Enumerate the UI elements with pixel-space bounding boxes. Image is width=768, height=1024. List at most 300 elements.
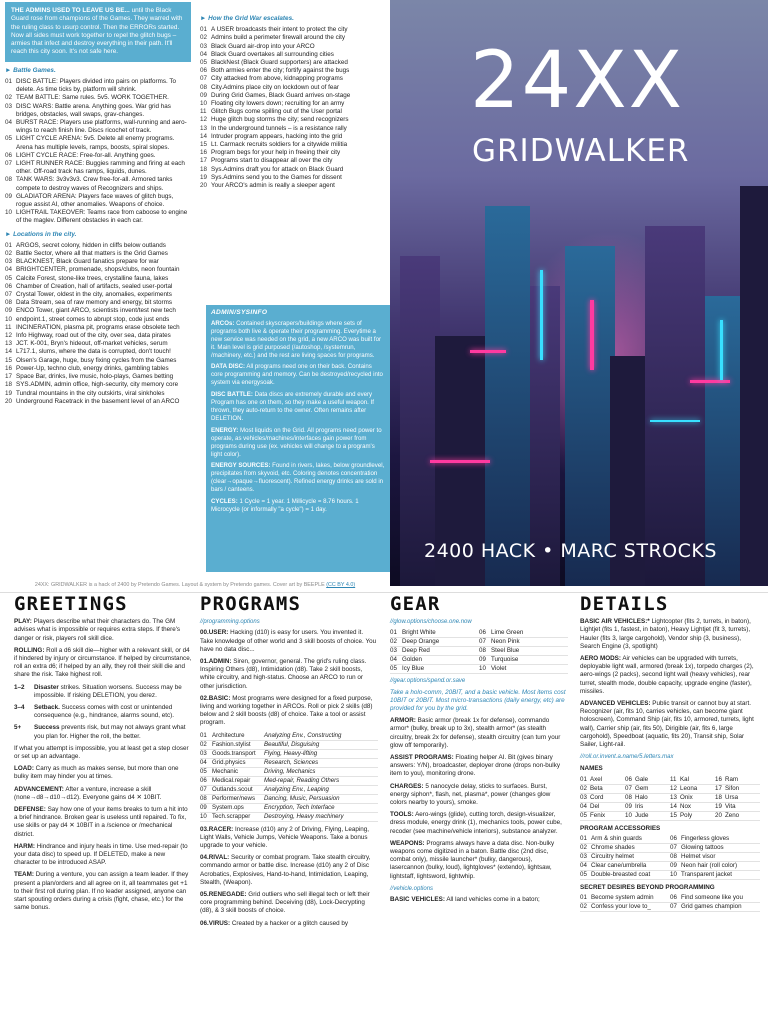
glow-color: Bright White [402,629,479,638]
skill-number: 04 [200,759,212,768]
intro-lead: THE ADMINS USED TO LEAVE US BE... [11,7,130,14]
item-text: Chamber of Creation, hall of artifacts, sealed user-portal [16,282,173,290]
outcome-desc: strikes. Situation worsens. Success may be impossible. If risking DELETION, you derez. [34,683,182,699]
item-text: LIGHT CYCLE ARENA: 5v5. Delete all enemy programs. Arena has multiple levels, ramps, boosts, spiral slopes. [16,135,175,151]
item-number: 04 [5,119,13,126]
admin-definition: Contained skyscrapers/buildings where sets of programs both live & operate their programming. Everytime a new service was needed on the grid, a new ARCO was built for it. Main level is grid purposed (/autoshop, /systemrun, /machinery, etc.) and the rest are living spaces for programs. [211,319,382,359]
item-text: Battle Sector, where all that matters is the Grid Games [16,250,168,258]
item-text: DISC BATTLE: Players divided into pairs on platforms. To delete. As time ticks by, platform will shrink. [16,77,177,94]
detail-text: Public transit or cannot buy at start. Recognizer (air, fits 10, carries vehicles, can become giant holoscreen), Command Ship (air, fits 10, armored, turrets, light wall), Carrier ship (air, fits 50), Dirigible (air, fits 6, large cargohold), Speedboat (aquatic, fits 20), Transit ship, Solar Sailer, Light-rail. [580,700,754,749]
glow-color: Neon Pink [491,638,568,647]
program-name: Cord [590,794,625,803]
charges-rule [390,783,568,808]
program-name: Gale [635,776,670,785]
item-number: 02 [5,250,13,258]
program-name: Sifon [725,785,760,794]
item-text: Tundral mountains in the city outskirts, viral sinkholes [16,389,165,397]
greetings-column [14,593,192,917]
item-text: Black Guard air-drop into your ARCO [211,42,315,50]
item-text: Calcite Forest, stone-like trees, crystalline fauna, lakes [16,274,169,282]
secret-desires-table [580,894,760,912]
battle-list [5,78,191,226]
program-text: Security or combat program. Take stealth circuitry, commando armor or battle disc. Increase (d10) any 2 of Disc Acrobatics, Explosives, Hand-to-hand, Intimidation, Leaping, Stealth, (Weapon). [200,854,371,886]
gear-options-link[interactable]: //gear.options/spend.or.save [390,678,466,685]
item-number: 07 [200,75,208,83]
skill-number: 08 [200,795,212,804]
credit-text: 24XX: GRIDWALKER is a hack of 2400 by Pretendo Games. Layout & system by Pretendo games. Cover art by BEEPLE [34,582,327,588]
item-text: Underground Racetrack in the basement level of an ARCO [16,397,180,405]
item-number: 10 [5,315,13,323]
basic-program [200,695,378,728]
neon-strip [540,270,543,360]
glow-color: Deep Red [402,647,479,656]
item-number: 05 [5,135,13,143]
program-type: Medical.repair [212,777,264,786]
battle-game-item [5,193,191,209]
outcome-range: 1–2 [14,683,25,691]
war-event-item [200,75,390,83]
item-number: 14 [5,348,13,356]
program-type: System.ops [212,804,264,813]
locations-header: ► Locations in the city. [5,230,77,238]
battle-game-item [5,152,191,160]
item-text: Crystal Tower, oldest in the city, anomalies, experiments [16,291,172,299]
item-number: 05 [5,274,13,282]
item-text: TANK WARS: 3v3v3v3. Crew free-for-all. Armored tanks compete to destroy waves of Recognizers and ships. [16,176,173,192]
neon-strip [470,350,506,353]
program-skills: Flying, Heavy-lifting [264,750,378,759]
item-number: 06 [200,67,208,75]
program-name: Ram [725,776,760,785]
item-text: In the underground tunnels – is a resistance rally [211,124,347,132]
war-event-item [200,149,390,157]
gear-text: All land vehicles come in a baton; [444,896,540,904]
entry-number: 05 [580,812,590,821]
entry-number: 01 [580,776,590,785]
item-number: 18 [5,381,13,389]
entry-number: 07 [670,903,681,912]
rule-text: After a venture, increase a skill (none→d8→d10→d12). Everyone gains d4 ✕ 10BIT. [14,785,162,801]
glow-color: Deep Orange [402,638,479,647]
entry-number: 04 [580,862,591,871]
outcome-text [34,684,192,700]
program-skills: Driving, Mechanics [264,768,378,777]
rule-label: DEFENSE: [14,806,46,814]
program-name: Axel [590,776,625,785]
entry-number: 16 [715,776,725,785]
roll-outcome [14,684,192,700]
item-text: TEAM BATTLE: Same rules. 5v5. WORK TOGETHER. [16,94,169,102]
admin-paragraph [211,498,385,514]
outcome-label: Disaster [34,683,59,691]
advancement-rule [14,786,192,802]
entry-number: 10 [479,665,491,674]
accessory: Helmet visor [681,853,760,862]
skill-number: 05 [200,768,212,777]
program-type: Outlands.scout [212,786,264,795]
load-rule [14,765,192,781]
admin-definition: All programs need one on their back. Contains core programming and memory. Can be destroyed/recycled into system via energysoak. [211,363,383,387]
roll-outcome [14,724,192,740]
outcome-range: 5+ [14,724,22,732]
location-item [5,275,191,283]
program-skills: Analyzing Env., Leaping [264,786,378,795]
rule-text: Say how one of your items breaks to turn a hit into a brief hindrance. Broken gear is useless until repaired. To fix, use skills or pay d4 ✕ 10BIT in a /science or /mechanical district. [14,806,188,838]
location-item [5,283,191,291]
starting-gear-note: Take a holo-comm, 20BIT, and a basic vehicle. Most items cost 10BIT or 20BIT. Most micro-transactions (daily energy, etc) are provided for you by the grid. [390,688,566,713]
gear-column [390,593,568,908]
admin-sysinfo-box [206,305,390,572]
rule-label: ADVANCEMENT: [14,785,64,793]
item-text: LIGHTRAIL TAKEOVER: Teams race from caboose to engine of the maglev. Different obstacles in each car. [16,209,188,225]
gear-label: ARMOR: [390,717,416,725]
war-event-item [200,26,390,34]
item-text: ARGOS, secret colony, hidden in cliffs below outlands [16,241,166,249]
secret-desires-header: SECRET DESIRES BEYOND PROGRAMMING [580,883,715,891]
roll-outcome [14,704,192,720]
item-text: endpoint.1, street comes to abrupt stop, code just ends [16,315,170,323]
program-name: Onix [680,794,715,803]
outcome-text [34,724,192,740]
entry-number: 04 [580,803,590,812]
detail-text: Lightcopter (fits 2, turrets, in baton), Lightjet (fits 1, fastest, in baton), Heavy Lightjet (fit 3, turrets), Hauler (fits 3, large cargohold), Vendor ship (3, business), Search Engine (3, spotlight) [580,618,751,650]
item-text: Intruder program appears, hacking into the grid [211,132,343,140]
glow-color: Turquoise [491,656,568,665]
item-number: 16 [200,149,208,157]
skill-number: 02 [200,741,212,750]
admin-paragraph [211,427,385,459]
rival-program [200,854,378,887]
middle-column [200,2,390,190]
item-number: 01 [5,77,13,85]
item-number: 17 [200,157,208,165]
admin-definition: 1 Cycle = 1 year. 1 Millicycle = 8.76 hours. 1 Microcycle (or informally "a cycle") = 1 day. [211,498,359,513]
program-text: Increase (d10) any 2 of Driving, Flying, Leaping, Light Walls, Vehicle Jumps, Vehicle Weapons. Take a bonus upgrade to your vehicle. [200,825,370,850]
war-event-item [200,59,390,67]
war-event-item [200,108,390,116]
program-type: Fashion.stylist [212,741,264,750]
gear-header: GEAR [390,593,441,615]
gear-label: BASIC VEHICLES: [390,896,445,904]
program-name: Poly [680,812,715,821]
program-type: Mechanic [212,768,264,777]
entry-number: 03 [390,647,402,656]
glow-color: Icy Blue [402,665,479,674]
item-text: Glitch Bugs come spilling out of the User portal [211,108,342,116]
battle-game-item [5,78,191,94]
battle-game-item [5,103,191,119]
war-event-item [200,125,390,133]
item-number: 13 [5,340,13,348]
rule-label: TEAM: [14,871,34,879]
outcome-range: 3–4 [14,704,25,712]
program-name: Halo [635,794,670,803]
program-name: Iris [635,803,670,812]
accessories-table [580,835,760,880]
battle-game-item [5,135,191,151]
entry-number: 02 [580,785,590,794]
play-rule [14,618,192,643]
item-number: 02 [200,34,208,42]
location-item [5,324,191,332]
accessories-header: PROGRAM ACCESSORIES [580,824,661,832]
item-text: Black Guard overtakes all surrounding cities [211,50,334,58]
intro-text: until the Black Guard rose from champions of the Games. They warred with the ruling class to usurp control. Then the ERRORs started. Now all sides must work together to repel the glitch bugs – armies that infect and destroy everything in their path. It'll reach this city soon. It's not safe here. [11,7,183,56]
armor-rule [390,717,568,750]
program-label: 04.RIVAL: [200,854,230,862]
item-number: 11 [200,108,207,116]
gear-label: ASSIST PROGRAMS: [390,754,454,762]
item-text: Huge glitch bug storms the city; send recognizers [211,116,349,124]
accessory: Glowing tattoos [681,844,760,853]
item-number: 02 [5,94,13,102]
renegade-program [200,891,378,916]
entry-number: 08 [479,647,491,656]
detail-label: BASIC AIR VEHICLES:* [580,618,650,626]
war-event-item [200,84,390,92]
gear-text: Floating helper AI. Bit (gives binary answers: Y/N), broadcaster, deployer drone (drops non-bulky item to you), monitoring drone. [390,754,560,778]
program-name: Jude [635,812,670,821]
entry-number: 02 [580,903,591,912]
item-text: BLACKNEST, Black Guard fanatics prepare for war [16,258,159,266]
user-program [200,629,378,654]
war-list [200,26,390,190]
location-item [5,266,191,274]
entry-number: 05 [580,871,591,880]
entry-number: 11 [670,776,680,785]
item-number: 18 [200,165,208,173]
assist-rule [390,754,568,779]
racer-program [200,826,378,851]
program-name: Vita [725,803,760,812]
entry-number: 12 [670,785,680,794]
program-type: Grid.physics [212,759,264,768]
item-text: DISC WARS: Battle arena. Anything goes. War grid has bridges, obstacles, wall swaps, grav-changes. [16,102,171,118]
gear-text: Basic armor (break 1x for defense), commando armor* (bulky, break up to 3x), stealth armor* (as stealth circuitry, break 2x for defense), stealth circuitry (can turn your glow off temporarily). [390,717,561,749]
entry-number: 02 [580,844,591,853]
program-skills: Dancing, Music, Persuasion [264,795,378,804]
war-event-item [200,133,390,141]
battle-game-item [5,176,191,192]
item-number: 07 [5,160,13,168]
item-text: Lt. Carmack recruits soldiers for a citywide militia [211,141,348,149]
entry-number: 06 [670,835,681,844]
cover-byline: 2400 HACK • MARC STROCKS [424,540,717,562]
item-number: 19 [200,173,208,181]
item-number: 04 [200,50,208,58]
program-name: Fenix [590,812,625,821]
war-event-item [200,100,390,108]
program-skills: Encryption, Tech Interface [264,804,378,813]
rule-text: Hindrance and injury heals in time. Use med-repair (to your data disc) to speed up. If DELETED, make a new character to be introduced ASAP. [14,842,188,867]
rule-label: LOAD: [14,765,34,773]
item-text: Olsen's Garage, huge, busy fixing cycles from the Games [16,356,177,364]
item-number: 06 [5,282,13,290]
item-text: Admins build a perimeter firewall around the city [211,34,346,42]
rule-label: ROLLING: [14,646,45,654]
location-item [5,291,191,299]
entry-number: 20 [715,812,725,821]
item-text: BURST RACE: Players use platforms, wall-running and aero-wings to reach finish line. Discs ricochet of track. [16,119,187,135]
item-number: 16 [5,364,13,372]
neon-strip [720,320,723,380]
item-number: 09 [5,307,13,315]
outcome-label: Setback. [34,704,60,712]
item-text: Info Highway, road out of the city, over sea, data pirates [16,332,171,340]
entry-number: 06 [479,629,491,638]
location-item [5,340,191,348]
item-number: 06 [5,151,13,159]
entry-number: 09 [479,656,491,665]
entry-number: 19 [715,803,725,812]
program-label: 05.RENEGADE: [200,891,247,899]
item-number: 13 [200,124,208,132]
program-type: Architecture [212,732,264,741]
item-number: 05 [200,59,208,67]
program-name: Beta [590,785,625,794]
rolling-rule [14,647,192,680]
war-event-item [200,51,390,59]
entry-number: 10 [625,812,635,821]
accessory: Arm & shin guards [591,835,670,844]
program-label: 03.RACER: [200,825,234,833]
gear-text: Aero-wings (glide), cutting torch, design-visualizer, dress module, energy drink (1), mechanics tools, power cube, recoder (see machine/vehicle interiors), substance analyzer. [390,811,562,835]
cover-art [390,0,768,586]
item-text: Space Bar, drinks, live music, holo-plays, Games betting [16,373,174,381]
item-number: 19 [5,389,13,397]
location-item [5,316,191,324]
secret-desire: Grid games champion [681,903,760,912]
license-link[interactable]: (CC BY 4.0) [326,582,356,588]
glow-options-link[interactable]: //glow.options/choose.one.now [390,619,472,626]
location-item [5,398,191,406]
item-number: 03 [200,42,208,50]
glow-color: Lime Green [491,629,568,638]
gear-text: Programs always have a data disc. Non-bulky weapons come digitized in a baton. Battle disc (2nd disc, combat only), missile launcher* (bulky, dangerous), lasercannon (bulky, loud), lightgloves* (extendo), lightsaw, lightstaff, lightsword, lightwhip. [390,839,555,880]
gear-label: CHARGES: [390,782,424,790]
program-name: Del [590,803,625,812]
item-text: Power-Up, techno club, energy drinks, gambling tables [16,364,169,372]
rule-label: HARM: [14,842,35,850]
accessory: Chrome shades [591,844,670,853]
building [645,226,705,586]
admin-term: DISC BATTLE: [211,391,253,399]
virus-program [200,920,378,928]
advanced-vehicles-rule [580,700,760,749]
item-number: 12 [5,332,13,340]
item-text: During Grid Games, Black Guard arrives on-stage [211,91,351,99]
location-item [5,381,191,389]
entry-number: 13 [670,794,680,803]
admin-paragraphs [211,320,385,514]
entry-number: 07 [479,638,491,647]
building [565,246,615,586]
name-options-link[interactable]: //roll.or.invent.a.name/5.letters.max [580,754,674,761]
outcome-label: Success [34,724,60,732]
program-skills: Research, Sciences [264,759,378,768]
item-number: 04 [5,266,13,274]
credit-line [0,582,390,588]
item-number: 03 [5,102,13,110]
item-text: LIGHT CYCLE RACE: Free-for-all. Anything goes. [16,151,156,159]
item-number: 08 [200,83,208,91]
program-name: Leona [680,785,715,794]
rule-text: Roll a d6 skill die—higher with a relevant skill, or d4 if hindered by injury or circumstance. If helped by circumstance, roll an extra d6; if helped by an ally, they roll their skill die and share the risk. Take highest roll. [14,646,192,679]
item-text: Sys.Admins draft you for attack on Black Guard [211,165,344,173]
entry-number: 01 [580,894,591,903]
item-text: City attacked from above, kidnapping programs [211,75,343,83]
item-text: City.Admins place city on lockdown out of fear [211,83,339,91]
skill-number: 01 [200,732,212,741]
item-number: 08 [5,176,13,184]
admin-term: CYCLES: [211,498,238,506]
admin-paragraph [211,363,385,387]
cover-subtitle: GRIDWALKER [472,133,690,169]
detail-text: Air vehicles can be upgraded with turrets, deployable light wall, armored (break 1x), torpedo charges (2), aero-wings (2 packs), second light wall (heavy vehicles), rear turret, stealth mode, double capacity, upgrade engine (faster), missiles. [580,655,754,695]
greetings-header: GREETINGS [14,593,128,615]
skill-number: 07 [200,786,212,795]
item-text: Data Stream, sea of raw memory and energy, bit storms [16,299,172,307]
location-item [5,258,191,266]
entry-number: 03 [580,794,590,803]
item-number: 15 [5,356,13,364]
details-header: DETAILS [580,593,669,615]
names-header: NAMES [580,765,603,773]
item-number: 01 [200,26,208,34]
entry-number: 18 [715,794,725,803]
item-number: 07 [5,291,13,299]
skill-number: 06 [200,777,212,786]
entry-number: 06 [670,894,681,903]
outcome-desc: prevents risk, but may not always grant what you plan for. Higher the roll, the better. [34,724,186,740]
accessory: Clear cane/umbrella [591,862,670,871]
program-type: Tech.scrapper [212,813,264,822]
item-text: GLADIATOR ARENA: Players face waves of glitch bugs, rogue assist AI, other anomalies. Weapons of choice. [16,192,174,209]
entry-number: 10 [670,871,681,880]
skill-number: 03 [200,750,212,759]
entry-number: 01 [390,629,402,638]
detail-label: AERO MODS: [580,655,621,663]
neon-strip [650,420,700,422]
item-number: 14 [200,132,208,140]
location-item [5,307,191,315]
admin-term: ENERGY: [211,426,239,434]
war-event-item [200,157,390,165]
secret-desire: Confess your love to_ [591,903,670,912]
program-label: 06.VIRUS: [200,919,231,927]
admin-term: DATA DISC: [211,363,246,371]
location-item [5,242,191,250]
item-text: Both armies enter the city; fortify against the bugs [211,67,350,75]
accessory: Transparent jacket [681,871,760,880]
item-text: L717.1, slums, where the data is corrupted, don't touch! [16,348,171,356]
names-table [580,776,760,821]
item-text: Programs start to disappear all over the city [211,157,333,165]
rule-label: PLAY: [14,618,32,626]
secret-desire: Become system admin [591,894,670,903]
item-number: 20 [200,182,208,190]
location-item [5,332,191,340]
item-text: Sys.Admins send you to the Games for dissent [211,173,342,181]
gear-label: WEAPONS: [390,839,425,847]
vehicle-options-link[interactable]: //vehicle.options [390,885,434,892]
entry-number: 02 [390,638,402,647]
weapons-rule [390,840,568,881]
glow-color: Steel Blue [491,647,568,656]
programming-options-link[interactable]: //programming.options [200,619,260,626]
entry-number: 09 [670,862,681,871]
neon-strip [690,380,730,383]
